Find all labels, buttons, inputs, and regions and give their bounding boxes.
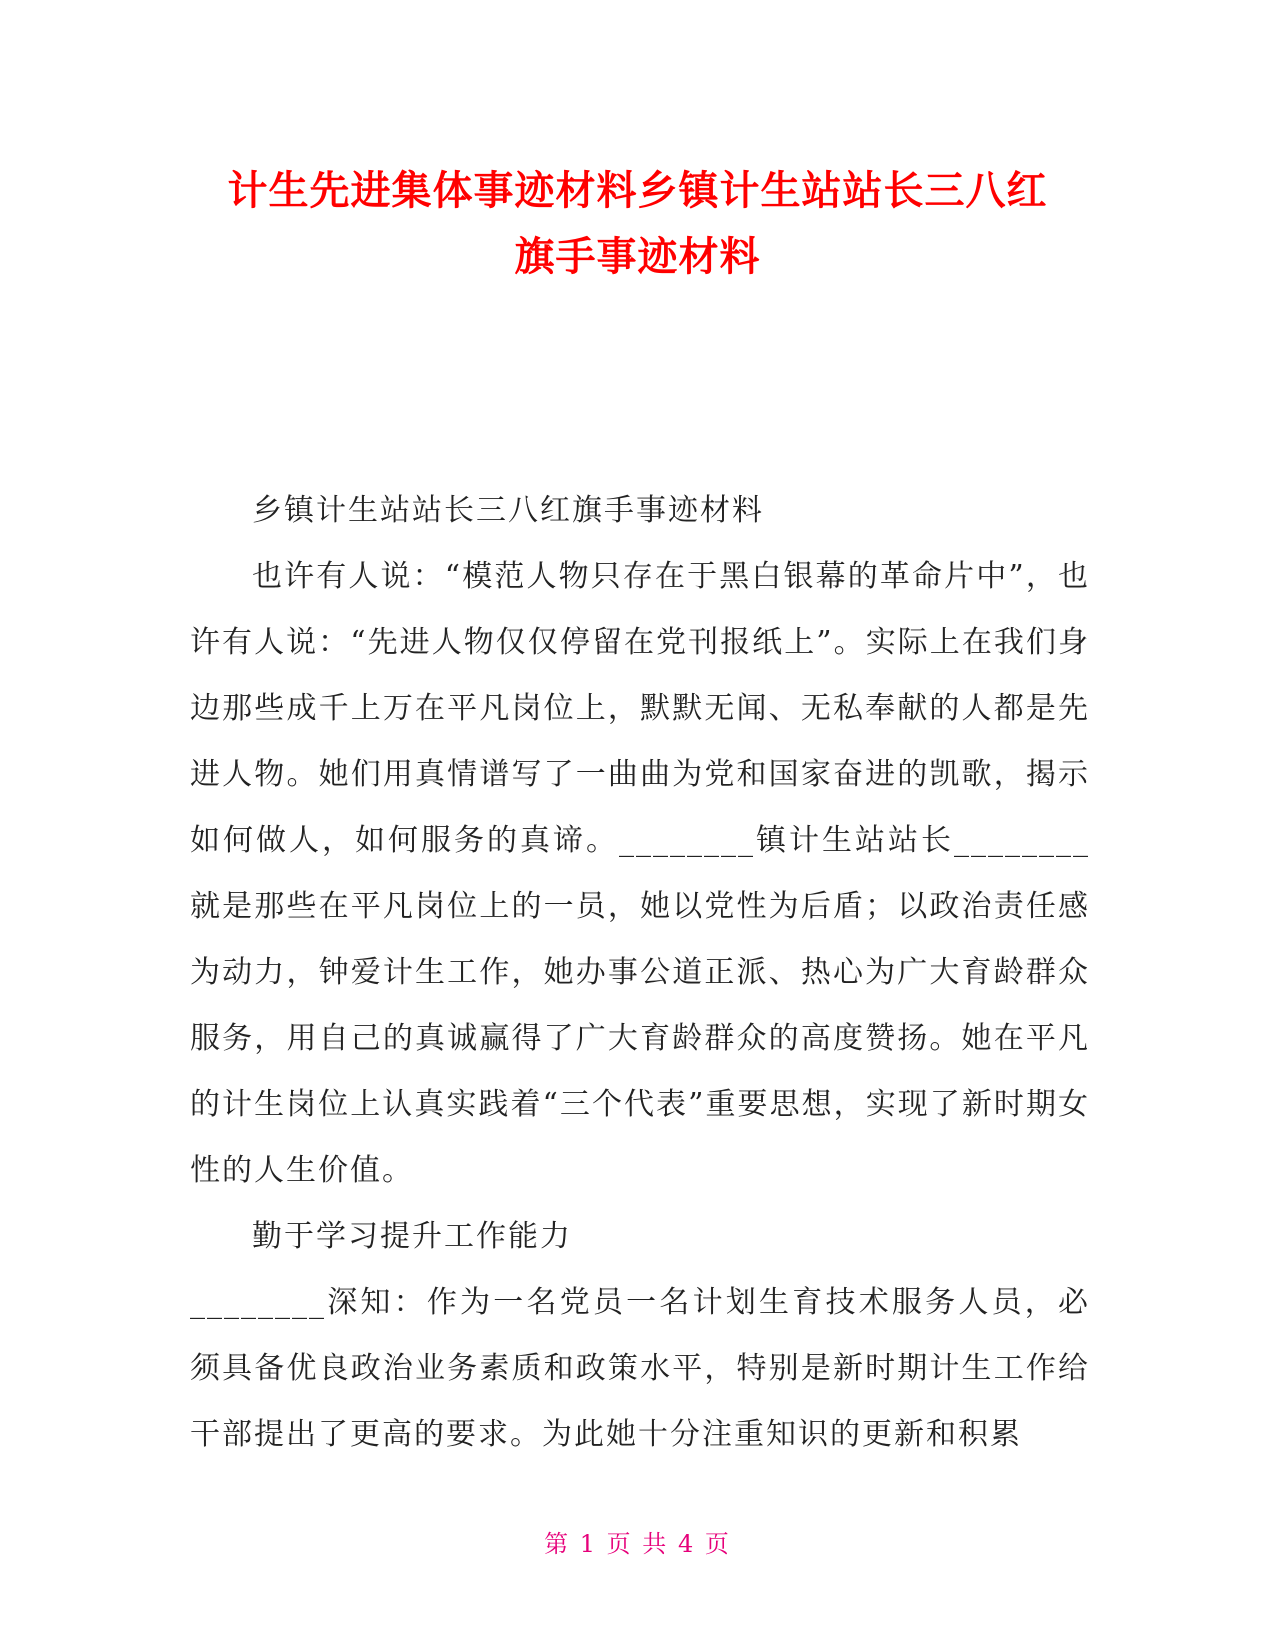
document-title [160, 158, 1115, 290]
document-body [190, 478, 1090, 1468]
page-footer: 第 1 页 共 4 页 [544, 1530, 731, 1558]
title-line-1: 计生先进集体事迹材料乡镇计生站站长三八红 [227, 168, 1048, 214]
body-paragraph: ________深知：作为一名党员一名计划生育技术服务人员，必须具备优良政治业务素质和政策水平，特别是新时期计生工作给干部提出了更高的要求。为此她十分注重知识的更新和积累 [190, 1285, 1090, 1452]
intro-paragraph: 也许有人说：“模范人物只存在于黑白银幕的革命片中”，也许有人说：“先进人物仅仅停留在党刊报纸上”。实际上在我们身边那些成千上万在平凡岗位上，默默无闻、无私奉献的人都是先进人物。她们用真情谱写了一曲曲为党和国家奋进的凯歌，揭示如何做人，如何服务的真谛。________镇计生站站长________就是那些在平凡岗位上的一员，她以党性为后盾；以政治责任感为动力，钟爱计生工作，她办事公道正派、热心为广大育龄群众服务，用自己的真诚赢得了广大育龄群众的高度赞扬。她在平凡的计生岗位上认真实践着“三个代表”重要思想，实现了新时期女性的人生价值。 [190, 559, 1090, 1188]
subtitle-paragraph: 乡镇计生站站长三八红旗手事迹材料 [252, 493, 764, 528]
title-line-2: 旗手事迹材料 [514, 234, 761, 280]
section-heading: 勤于学习提升工作能力 [252, 1219, 572, 1254]
